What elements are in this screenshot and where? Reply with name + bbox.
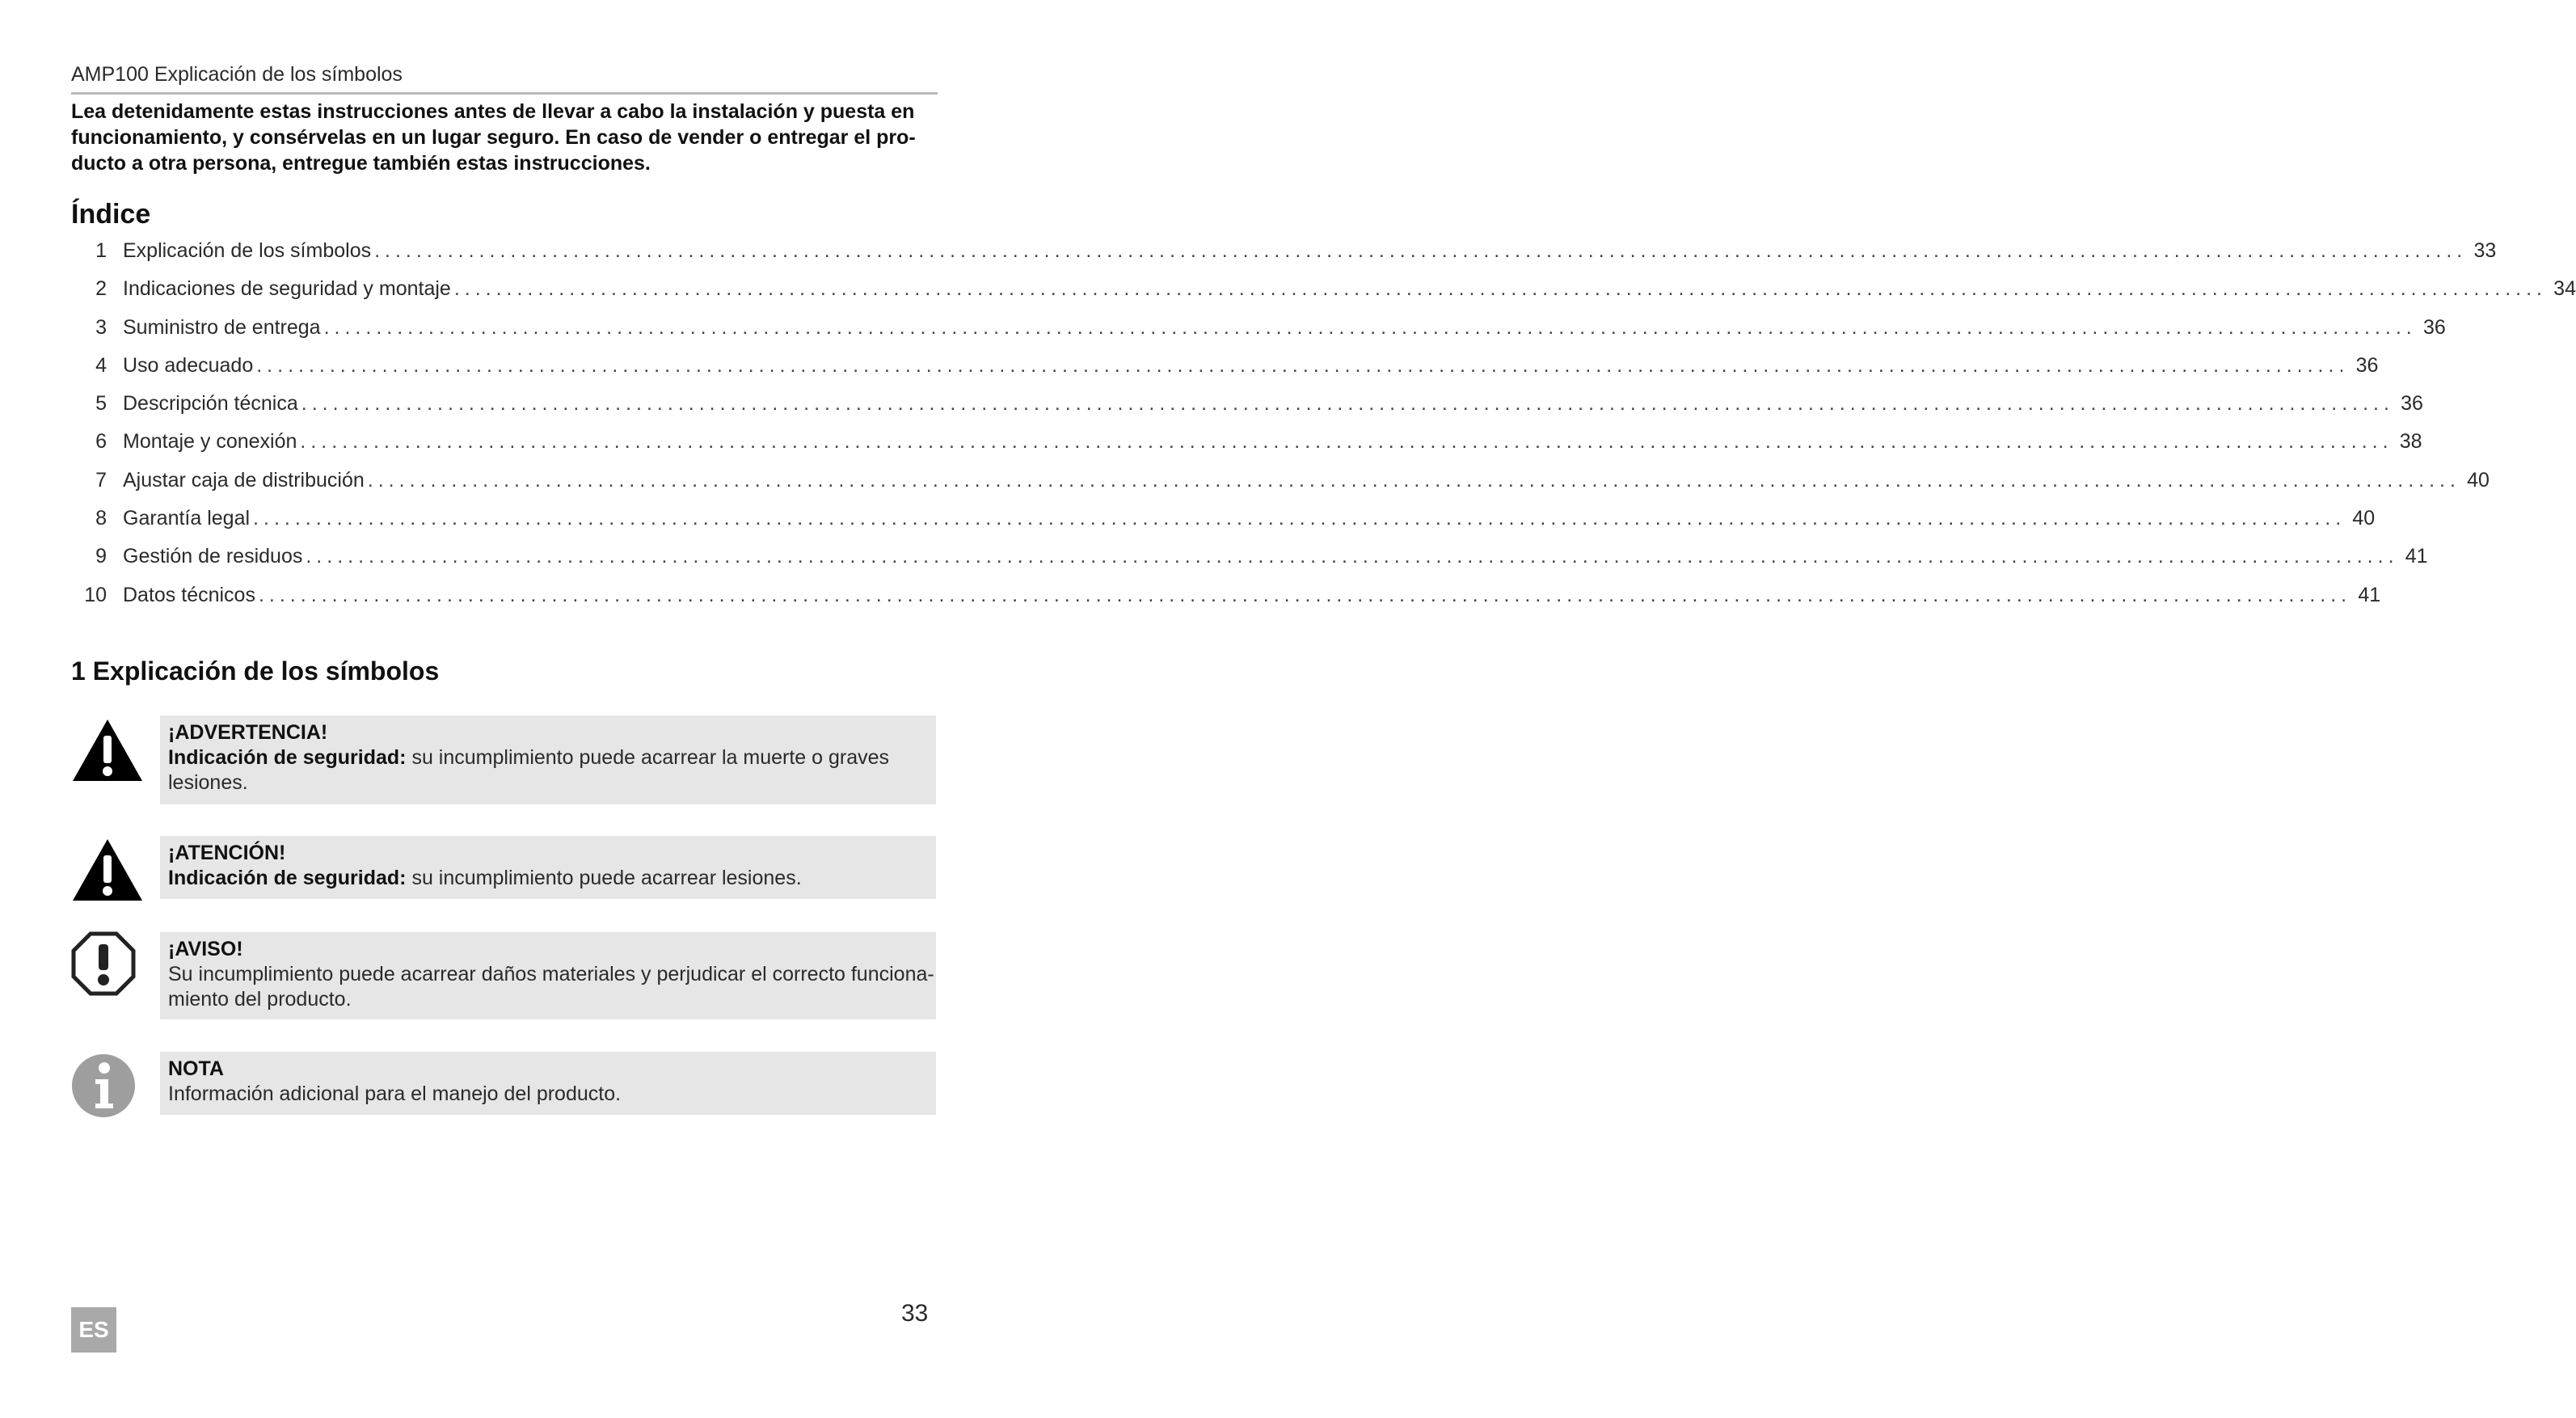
toc-entry[interactable]	[71, 392, 2423, 430]
toc-leader-dots: ........................................................................................................................................................................................................	[306, 545, 2399, 568]
toc-entry-number: 1	[95, 239, 107, 262]
toc-entry-title: Datos técnicos	[123, 583, 255, 606]
toc-leader-dots: ........................................................................................................................................................................................................	[453, 277, 2547, 301]
toc-leader-dots: ........................................................................................................................................................................................................	[374, 239, 2468, 262]
notice-text-line: miento del producto.	[168, 988, 352, 1011]
toc-entry-page: 38	[2399, 430, 2422, 454]
notice-box	[160, 932, 936, 1019]
intro-paragraph	[71, 99, 944, 176]
toc-entry-number: 9	[95, 545, 107, 568]
caution-notice	[160, 836, 936, 899]
toc-entry-number: 3	[95, 315, 107, 339]
notice-heading: ¡ADVERTENCIA!	[168, 721, 328, 744]
toc-entry-page: 36	[2355, 353, 2379, 377]
section-title: 1 Explicación de los símbolos	[71, 656, 440, 686]
language-badge: ES	[71, 1307, 116, 1353]
toc-entry-title: Explicación de los símbolos	[123, 239, 372, 262]
toc-leader-dots: ........................................................................................................................................................................................................	[300, 430, 2393, 454]
toc-leader-dots: ........................................................................................................................................................................................................	[253, 507, 2346, 530]
toc-entry-title: Suministro de entrega	[123, 315, 321, 339]
toc-entry[interactable]	[71, 353, 2379, 392]
toc-leader-dots: ........................................................................................................................................................................................................	[258, 583, 2352, 606]
toc-entry-title: Descripción técnica	[123, 392, 298, 416]
notice-label: Indicación de seguridad:	[168, 746, 407, 769]
running-header: AMP100 Explicación de los símbolos	[71, 63, 403, 86]
caution-triangle-icon	[71, 838, 144, 902]
toc-entry-page: 40	[2467, 468, 2490, 492]
notice-text-line: lesiones.	[168, 771, 248, 794]
toc-entry-title: Indicaciones de seguridad y montaje	[123, 277, 451, 301]
note-notice	[160, 1052, 936, 1115]
exclamation-octagon-icon	[71, 931, 136, 996]
toc-entry[interactable]	[71, 239, 2497, 277]
toc-entry-title: Ajustar caja de distribución	[123, 468, 365, 492]
toc-entry[interactable]	[71, 468, 2490, 507]
toc-entry-page: 36	[2422, 315, 2446, 339]
notice-heading: NOTA	[168, 1057, 224, 1080]
toc-entry-number: 4	[95, 353, 107, 377]
toc-entry-title: Gestión de residuos	[123, 545, 303, 568]
intro-line: funcionamiento, y consérvelas en un lugar seguro. En caso de vender o entregar el pro-	[71, 126, 916, 149]
toc-leader-dots: ........................................................................................................................................................................................................	[301, 392, 2394, 416]
notice-text	[168, 745, 928, 770]
notice-text-line: Información adicional para el manejo del producto.	[168, 1082, 622, 1105]
toc-leader-dots: ........................................................................................................................................................................................................	[323, 315, 2417, 339]
toc-entry[interactable]	[71, 277, 2576, 315]
table-of-contents	[71, 239, 2576, 622]
notice-text-part: su incumplimiento puede acarrear lesiones.	[406, 867, 802, 889]
header-rule	[71, 92, 938, 95]
toc-entry-number: 6	[95, 430, 107, 454]
toc-entry[interactable]	[71, 430, 2422, 468]
intro-line: ducto a otra persona, entregue también estas instrucciones.	[71, 152, 651, 175]
notice-label: Indicación de seguridad:	[168, 867, 407, 889]
notice-text-part: su incumplimiento puede acarrear la muerte o graves	[406, 746, 890, 769]
toc-entry[interactable]	[71, 507, 2376, 545]
toc-entry-page: 41	[2405, 545, 2428, 568]
toc-title: Índice	[71, 199, 151, 230]
page-number: 33	[901, 1300, 929, 1327]
toc-entry-number: 2	[95, 277, 107, 301]
notice-text-line: Su incumplimiento puede acarrear daños materiales y perjudicar el correcto funciona-	[168, 963, 934, 985]
warning-triangle-icon	[71, 718, 144, 783]
toc-entry-number: 5	[95, 392, 107, 416]
notice-text	[168, 866, 928, 891]
toc-entry-title: Uso adecuado	[123, 353, 254, 377]
toc-entry-title: Montaje y conexión	[123, 430, 297, 454]
toc-entry-title: Garantía legal	[123, 507, 251, 530]
toc-entry[interactable]	[71, 545, 2428, 583]
intro-line: Lea detenidamente estas instrucciones antes de llevar a cabo la instalación y puesta en	[71, 100, 915, 123]
toc-leader-dots: ........................................................................................................................................................................................................	[367, 468, 2460, 492]
toc-entry-number: 7	[95, 468, 107, 492]
notice-heading: ¡ATENCIÓN!	[168, 842, 286, 864]
toc-entry-page: 40	[2352, 507, 2376, 530]
toc-entry-page: 33	[2473, 239, 2497, 262]
toc-entry-page: 36	[2401, 392, 2423, 416]
toc-entry-number: 8	[95, 507, 107, 530]
toc-entry-number: 10	[84, 583, 107, 606]
notice-heading: ¡AVISO!	[168, 938, 243, 960]
toc-entry-page: 34	[2553, 277, 2576, 301]
warning-notice	[160, 715, 936, 804]
toc-leader-dots: ........................................................................................................................................................................................................	[256, 353, 2350, 377]
toc-entry[interactable]	[71, 583, 2381, 622]
info-circle-icon	[71, 1053, 136, 1118]
toc-entry-page: 41	[2358, 583, 2381, 606]
toc-entry[interactable]	[71, 315, 2446, 354]
